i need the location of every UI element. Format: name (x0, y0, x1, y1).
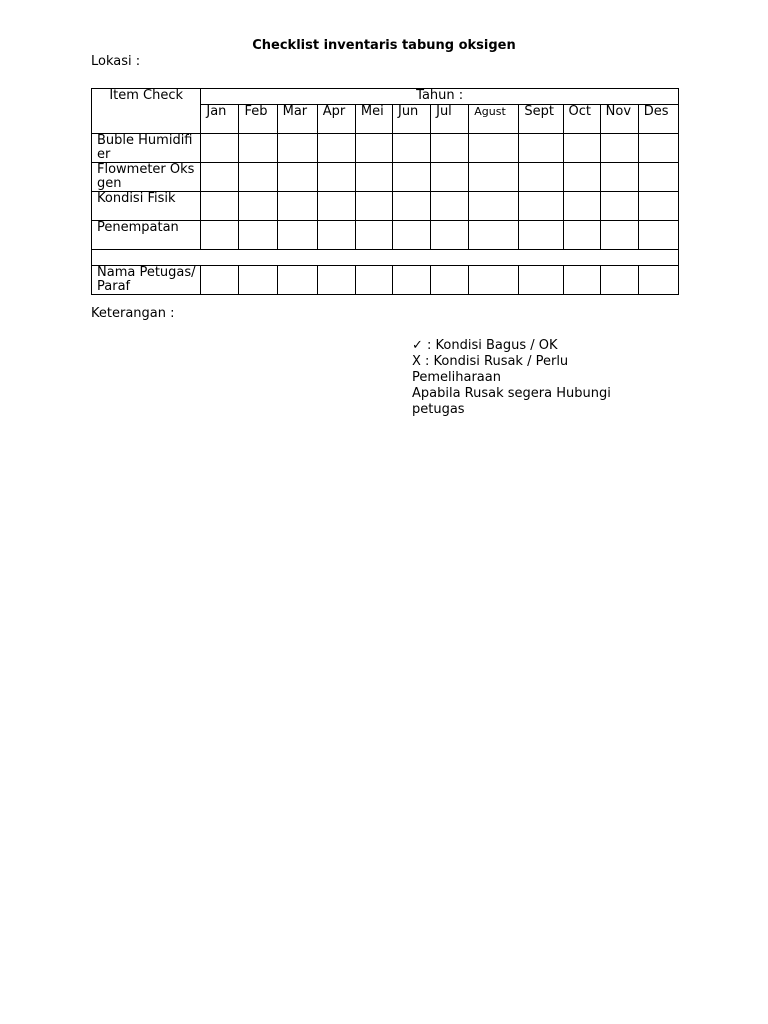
check-cell[interactable] (355, 163, 392, 192)
check-cell[interactable] (600, 266, 638, 295)
check-cell[interactable] (239, 163, 277, 192)
check-cell[interactable] (201, 134, 239, 163)
month-header-sept: Sept (519, 105, 563, 134)
document-title: Checklist inventaris tabung oksigen (252, 38, 516, 53)
check-cell[interactable] (638, 163, 678, 192)
check-cell[interactable] (469, 192, 519, 221)
table-row (92, 221, 679, 250)
check-cell[interactable] (201, 266, 239, 295)
check-cell[interactable] (239, 192, 277, 221)
check-cell[interactable] (469, 163, 519, 192)
check-cell[interactable] (519, 266, 563, 295)
check-cell[interactable] (355, 266, 392, 295)
row-label-buble-humidifier: Buble Humidifier (92, 134, 201, 163)
check-cell[interactable] (392, 192, 430, 221)
check-cell[interactable] (277, 266, 317, 295)
month-header-des: Des (638, 105, 678, 134)
check-cell[interactable] (600, 221, 638, 250)
check-cell[interactable] (519, 134, 563, 163)
check-cell[interactable] (431, 192, 469, 221)
check-cell[interactable] (563, 192, 600, 221)
table-row (92, 163, 679, 192)
month-header-jul: Jul (431, 105, 469, 134)
check-cell[interactable] (392, 266, 430, 295)
check-cell[interactable] (277, 163, 317, 192)
check-cell[interactable] (519, 192, 563, 221)
month-header-feb: Feb (239, 105, 277, 134)
month-header-jan: Jan (201, 105, 239, 134)
legend (412, 338, 642, 418)
row-label-kondisi-fisik: Kondisi Fisik (92, 192, 201, 221)
check-cell[interactable] (469, 221, 519, 250)
check-cell[interactable] (431, 221, 469, 250)
check-cell[interactable] (600, 163, 638, 192)
table-header-row (92, 89, 679, 105)
check-cell[interactable] (431, 134, 469, 163)
month-header-mar: Mar (277, 105, 317, 134)
check-cell[interactable] (563, 163, 600, 192)
item-check-header: Item Check (92, 89, 201, 134)
check-cell[interactable] (277, 221, 317, 250)
row-label-nama-petugas: Nama Petugas/Paraf (92, 266, 201, 295)
check-cell[interactable] (201, 221, 239, 250)
check-cell[interactable] (392, 221, 430, 250)
check-cell[interactable] (277, 192, 317, 221)
month-header-oct: Oct (563, 105, 600, 134)
check-cell[interactable] (469, 266, 519, 295)
check-cell[interactable] (317, 192, 355, 221)
row-label-flowmeter-oksgen: Flowmeter Oksgen (92, 163, 201, 192)
table-row (92, 192, 679, 221)
check-cell[interactable] (392, 163, 430, 192)
check-cell[interactable] (317, 134, 355, 163)
year-header: Tahun : (201, 89, 679, 105)
location-label: Lokasi : (91, 54, 141, 69)
month-header-mei: Mei (355, 105, 392, 134)
check-cell[interactable] (277, 134, 317, 163)
check-cell[interactable] (201, 163, 239, 192)
spacer-cell (92, 250, 679, 266)
check-cell[interactable] (431, 266, 469, 295)
check-cell[interactable] (239, 134, 277, 163)
legend-contact: Apabila Rusak segera Hubungi petugas (412, 386, 611, 417)
check-cell[interactable] (638, 134, 678, 163)
check-cell[interactable] (519, 221, 563, 250)
check-cell[interactable] (355, 221, 392, 250)
notes-label: Keterangan : (91, 306, 175, 321)
legend-broken: X : Kondisi Rusak / Perlu Pemeliharaan (412, 354, 569, 385)
check-cell[interactable] (355, 134, 392, 163)
table-spacer-row (92, 250, 679, 266)
inventory-checklist-table (91, 88, 679, 295)
check-cell[interactable] (638, 192, 678, 221)
check-cell[interactable] (392, 134, 430, 163)
check-cell[interactable] (469, 134, 519, 163)
check-cell[interactable] (317, 266, 355, 295)
check-cell[interactable] (431, 163, 469, 192)
check-cell[interactable] (638, 266, 678, 295)
legend-ok: ✓ : Kondisi Bagus / OK (412, 338, 558, 353)
check-cell[interactable] (638, 221, 678, 250)
check-cell[interactable] (600, 192, 638, 221)
month-header-agust: Agust (469, 105, 519, 134)
month-header-apr: Apr (317, 105, 355, 134)
check-cell[interactable] (600, 134, 638, 163)
month-header-jun: Jun (392, 105, 430, 134)
check-cell[interactable] (239, 266, 277, 295)
check-cell[interactable] (317, 221, 355, 250)
row-label-penempatan: Penempatan (92, 221, 201, 250)
check-cell[interactable] (519, 163, 563, 192)
check-cell[interactable] (563, 266, 600, 295)
month-header-nov: Nov (600, 105, 638, 134)
check-cell[interactable] (563, 134, 600, 163)
table-row (92, 134, 679, 163)
check-cell[interactable] (239, 221, 277, 250)
check-cell[interactable] (563, 221, 600, 250)
check-cell[interactable] (201, 192, 239, 221)
check-cell[interactable] (317, 163, 355, 192)
check-cell[interactable] (355, 192, 392, 221)
table-row (92, 266, 679, 295)
